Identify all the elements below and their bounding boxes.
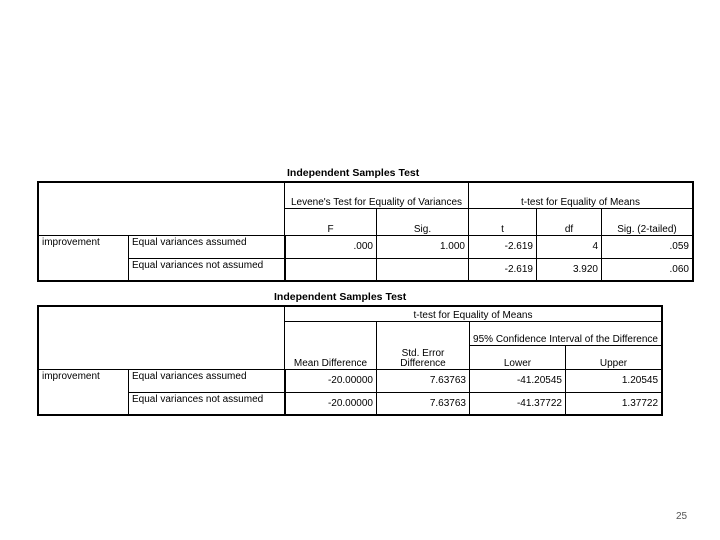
row-label: Equal variances assumed — [129, 236, 285, 259]
value-cell: 7.63763 — [377, 370, 470, 393]
value-cell: 4 — [537, 236, 602, 259]
col-header-sig: Sig. — [377, 209, 469, 236]
value-cell: -2.619 — [469, 236, 537, 259]
col-header-f: F — [285, 209, 377, 236]
variable-label: improvement — [39, 236, 129, 281]
col-header-sig-2tailed: Sig. (2-tailed) — [602, 209, 693, 236]
value-cell: -41.20545 — [470, 370, 566, 393]
table2-title: Independent Samples Test — [274, 291, 407, 303]
row-label: Equal variances not assumed — [129, 259, 285, 281]
row-label: Equal variances not assumed — [129, 393, 285, 415]
confidence-interval-table — [38, 306, 662, 415]
value-cell: 1.20545 — [566, 370, 662, 393]
col-header-upper: Upper — [566, 346, 662, 370]
value-cell — [377, 259, 469, 281]
value-cell: 7.63763 — [377, 393, 470, 415]
value-cell — [285, 259, 377, 281]
ttest-group-header: t-test for Equality of Means — [469, 183, 693, 209]
value-cell: -20.00000 — [285, 370, 377, 393]
row-label: Equal variances assumed — [129, 370, 285, 393]
table1-corner — [39, 183, 129, 236]
value-cell: -41.37722 — [470, 393, 566, 415]
col-header-std-error: Std. Error Difference — [377, 322, 470, 370]
ci-group-header: 95% Confidence Interval of the Difference — [470, 322, 662, 346]
levene-group-header: Levene's Test for Equality of Variances — [285, 183, 469, 209]
value-cell: -20.00000 — [285, 393, 377, 415]
variable-label: improvement — [39, 370, 129, 415]
value-cell: 1.37722 — [566, 393, 662, 415]
value-cell: .060 — [602, 259, 693, 281]
col-header-lower: Lower — [470, 346, 566, 370]
table-row — [39, 236, 693, 259]
table1-title: Independent Samples Test — [287, 167, 420, 179]
table-row — [39, 393, 662, 415]
value-cell: .000 — [285, 236, 377, 259]
table2-corner-2 — [129, 307, 285, 370]
levene-ttest-table — [38, 182, 693, 281]
value-cell: 1.000 — [377, 236, 469, 259]
table-row — [39, 370, 662, 393]
value-cell: 3.920 — [537, 259, 602, 281]
slide-number: 25 — [676, 511, 688, 522]
value-cell: .059 — [602, 236, 693, 259]
col-header-df: df — [537, 209, 602, 236]
table1-corner-2 — [129, 183, 285, 236]
ttest-group-header: t-test for Equality of Means — [285, 307, 662, 322]
col-header-t: t — [469, 209, 537, 236]
value-cell: -2.619 — [469, 259, 537, 281]
table2-corner — [39, 307, 129, 370]
col-header-mean-diff: Mean Difference — [285, 322, 377, 370]
table-row — [39, 259, 693, 281]
